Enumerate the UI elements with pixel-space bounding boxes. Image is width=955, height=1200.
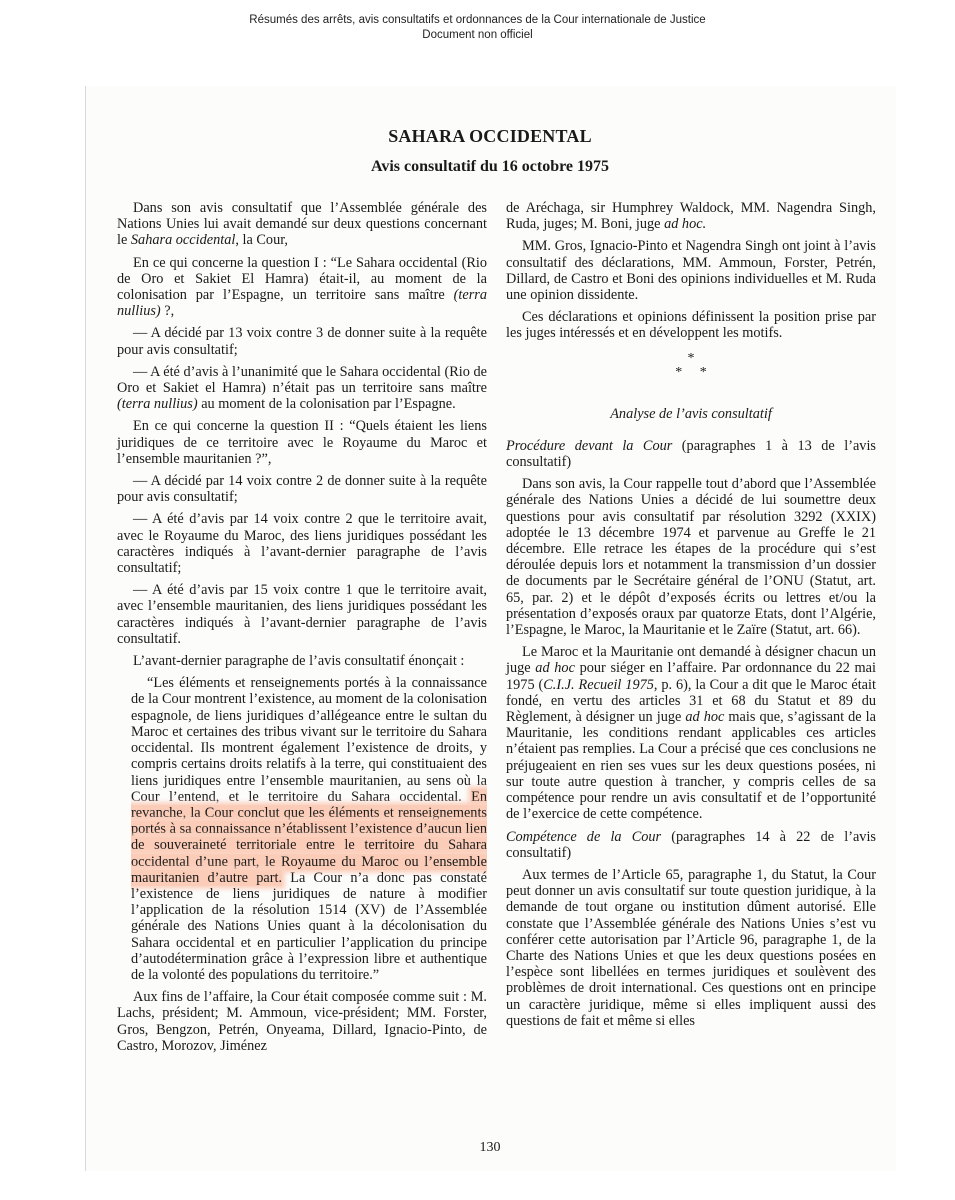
paragraph: Aux termes de l’Article 65, paragraphe 1, du Statut, la Cour peut donner un avis consultatif sur toute question juridique, à la demande de tout organe ou institution dûment autorisé. Elle constate que l’Assemblée générale des Nations Unies s’est vu conférer cette autorisation par l’Article 96, paragraphe 1, de la Charte des Nations Unies et que les deux questions posées en l’espèce sont libellées en termes juridiques et soulèvent des problèmes de droit international. Ces questions ont en principe un caractère juridique, même si elles impliquent aussi des questions de fait et même si elles (506, 866, 876, 1029)
paragraph: de Aréchaga, sir Humphrey Waldock, MM. Nagendra Singh, Ruda, juges; M. Boni, juge ad hoc. (506, 200, 876, 233)
paragraph: — A décidé par 14 voix contre 2 de donner suite à la requête pour avis consultatif; (117, 473, 487, 506)
section-heading: Compétence de la Cour (paragraphes 14 à 22 de l’avis consultatif) (506, 828, 876, 861)
paragraph: — A été d’avis à l’unanimité que le Sahara occidental (Rio de Oro et Sakiet el Hamra) n’était pas un territoire sans maître (terra nullius) au moment de la colonisation par l’Espagne. (117, 363, 487, 413)
header-line-2: Document non officiel (422, 29, 533, 41)
paragraph: — A décidé par 13 voix contre 3 de donner suite à la requête pour avis consultatif; (117, 325, 487, 358)
paragraph: — A été d’avis par 14 voix contre 2 que le territoire avait, avec le Royaume du Maroc, des liens juridiques possédant les caractères indiqués à l’avant-dernier paragraphe de l’avis consultatif; (117, 511, 487, 577)
page-title: SAHARA OCCIDENTAL (388, 126, 592, 146)
paragraph: L’avant-dernier paragraphe de l’avis consultatif énonçait : (133, 653, 465, 670)
left-column (117, 200, 487, 1060)
section-separator: * * * (675, 350, 707, 380)
paragraph: En ce qui concerne la question II : “Quels étaient les liens juridiques de ce territoire avec le Royaume du Maroc et l’ensemble mauritanien ?”, (117, 418, 487, 467)
page-subtitle: Avis consultatif du 16 octobre 1975 (370, 158, 610, 175)
paragraph: Ces déclarations et opinions définissent la position prise par les juges intéressés et en développent les motifs. (506, 309, 876, 342)
section-heading: Procédure devant la Cour (paragraphes 1 à 13 de l’avis consultatif) (506, 437, 876, 471)
header-line-1: Résumés des arrêts, avis consultatifs et ordonnances de la Cour internationale de Justice (249, 14, 706, 26)
block-quote: “Les éléments et renseignements portés à la connaissance de la Cour montrent l’existence, au moment de la colonisation espagnole, de liens juridiques d’allégeance entre le sultan du Maroc et certaines des tribus vivant sur le territoire du Sahara occidental. Ils montrent également l’existence de droits, y compris certains droits relatifs à la terre, qui constituaient des liens juridiques entre l’ensemble mauritanien, au sens où la Cour l’entend, et le territoire du Sahara occidental. En revanche, la Cour conclut que les éléments et renseignements portés à sa connaissance n’établissent l’existence d’aucun lien de souveraineté territoriale entre le territoire du Sahara occidental d’une part, le Royaume du Maroc ou l’ensemble mauritanien d’autre part. La Cour n’a donc pas constaté l’existence de liens juridiques de nature à modifier l’application de la résolution 1514 (XV) de l’Assemblée générale des Nations Unies quant à la décolonisation du Sahara occidental et en particulier l’application du principe d’autodétermination grâce à l’expression libre et authentique de la volonté des populations du territoire.” (131, 675, 487, 983)
paragraph: En ce qui concerne la question I : “Le Sahara occidental (Rio de Oro et Sakiet El Hamra) était-il, au moment de la colonisation par l’Espagne, un territoire sans maître (terra nullius) ?, (117, 254, 487, 320)
right-column (506, 200, 876, 1035)
paragraph: — A été d’avis par 15 voix contre 1 que le territoire avait, avec l’ensemble mauritanien, des liens juridiques possédant les caractères indiqués à l’avant-dernier paragraphe de l’avis consultatif. (117, 582, 487, 647)
paragraph: Dans son avis, la Cour rappelle tout d’abord que l’Assemblée générale des Nations Unies a décidé de lui soumettre deux questions pour avis consultatif par résolution 3292 (XXIX) adoptée le 13 décembre 1974 et parvenue au Greffe le 21 décembre. Elle retrace les étapes de la procédure qui s’est déroulée depuis lors et notamment la transmission d’un dossier de documents par le Secrétaire général de l’ONU (Statut, art. 65, par. 2) et le dépôt d’exposés écrits ou lettres et/ou la présentation d’exposés oraux par quatorze Etats, dont l’Algérie, l’Espagne, le Maroc, la Mauritanie et le Zaïre (Statut, art. 66). (506, 476, 876, 639)
page-number: 130 (479, 1140, 501, 1155)
paragraph: Dans son avis consultatif que l’Assemblée générale des Nations Unies lui avait demandé sur deux questions concernant le Sahara occidental, la Cour, (117, 200, 487, 249)
document-header (0, 13, 955, 43)
highlighted-passage: En revanche, la Cour conclut que les éléments et renseignements portés à sa connaissance n’établissent l’existence d’aucun lien de souveraineté territoriale entre le territoire du Sahara occidental d’une part, le Royaume du Maroc ou l’ensemble mauritanien d’autre part. (131, 788, 487, 886)
paragraph: Aux fins de l’affaire, la Cour était composée comme suit : M. Lachs, président; M. Ammoun, vice-président; MM. Forster, Gros, Bengzon, Petrén, Onyeama, Dillard, Ignacio-Pinto, de Castro, Morozov, Jiménez (117, 989, 487, 1054)
paragraph: MM. Gros, Ignacio-Pinto et Nagendra Singh ont joint à l’avis consultatif des déclarations, MM. Ammoun, Forster, Petrén, Dillard, de Castro et Boni des opinions individuelles et M. Ruda une opinion dissidente. (506, 238, 876, 304)
paragraph: Le Maroc et la Mauritanie ont demandé à désigner chacun un juge ad hoc pour siéger en l’affaire. Par ordonnance du 22 mai 1975 (C.I.J. Recueil 1975, p. 6), la Cour a dit que le Maroc était fondé, en vertu des articles 31 et 68 du Statut et 89 du Règlement, à désigner un juge ad hoc mais que, s’agissant de la Mauritanie, les conditions rendant applicables ces articles n’étaient pas remplies. La Cour a précisé que ces conclusions ne préjugeaient en rien ses vues sur les deux questions posées, ni sur toute autre question à trancher, y compris celles de sa compétence pour rendre un avis consultatif et de l’opportunité de l’exercice de cette compétence. (506, 644, 876, 823)
analysis-heading: Analyse de l’avis consultatif (610, 405, 772, 422)
